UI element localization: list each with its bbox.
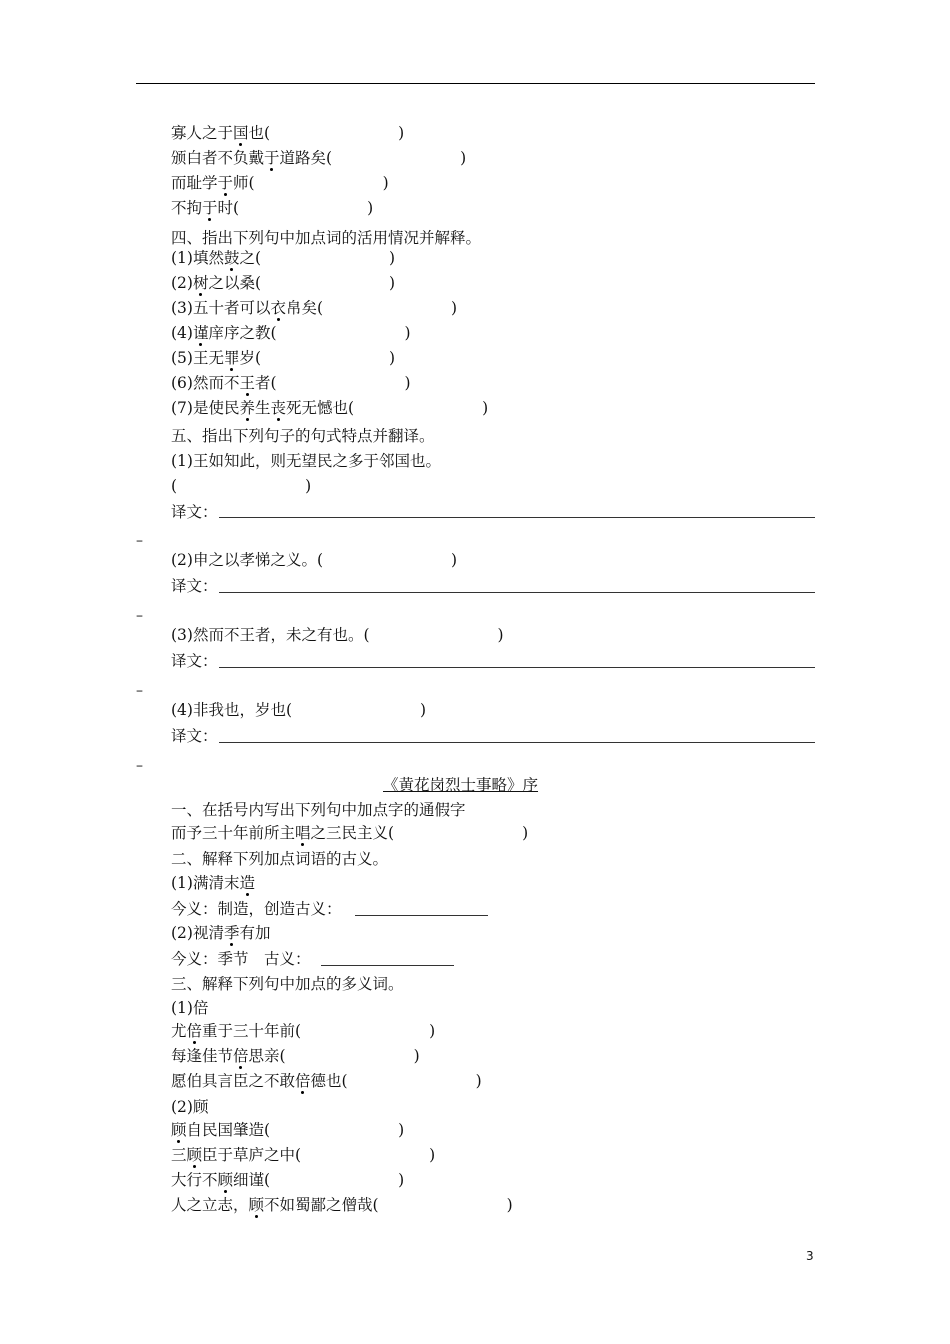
exercise-line: (4)非我也，岁也( ) [171,701,427,719]
dotted-char: 养 [239,399,255,417]
exercise-line: 三顾臣于草庐之中( ) [171,1146,436,1164]
dotted-char: 顾 [171,1121,187,1139]
answer-line[interactable] [321,965,454,966]
exercise-line: 今义：制造，创造古义： [171,900,342,918]
answer-line[interactable] [219,742,815,743]
answer-line[interactable] [219,667,815,668]
translation-label: 译文： [171,577,218,595]
dotted-char: 鼓 [223,249,240,267]
exercise-line: (7)是使民养生丧死无憾也( ) [171,399,489,417]
exercise-line: 每逢佳节倍思亲( ) [171,1047,420,1065]
dotted-char: 倍 [186,1022,203,1040]
answer-line[interactable] [219,517,815,518]
margin-dash: – [136,758,143,774]
dotted-char: 唱 [295,824,311,842]
margin-dash: – [136,683,143,699]
exercise-line: 尤倍重于三十年前( ) [171,1022,436,1040]
exercise-line: (2)申之以孝悌之义。( ) [171,551,458,569]
answer-line[interactable] [355,915,488,916]
exercise-line: 人之立志，顾不如蜀鄙之僧哉( ) [171,1196,513,1214]
translation-label: 译文： [171,727,218,745]
article-title: 《黄花岗烈士事略》序 [383,776,539,794]
exercise-line: 顾自民国肇造( ) [171,1121,405,1139]
exercise-line: ( ) [171,477,312,495]
dotted-char: 造 [239,874,255,892]
section-heading: 三、解释下列句中加点的多义词。 [171,975,404,993]
dotted-char: 衣 [270,299,286,317]
exercise-line: (1)填然鼓之( ) [171,249,396,267]
dotted-char: 顾 [217,1171,234,1189]
exercise-line: (3)然而不王者，未之有也。( ) [171,626,504,644]
exercise-line: 寡人之于国也( ) [171,124,405,142]
exercise-line: (1)王如知此，则无望民之多于邻国也。 [171,452,441,470]
dotted-char: 倍 [295,1072,311,1090]
exercise-line: 大行不顾细谨( ) [171,1171,405,1189]
dotted-char: 于 [217,174,234,192]
exercise-line: (3)五十者可以衣帛矣( ) [171,299,458,317]
dotted-char: 国 [233,124,249,142]
exercise-line: (2)顾 [171,1098,209,1116]
page-number: 3 [806,1249,814,1263]
dotted-char: 罪 [223,349,240,367]
dotted-char: 于 [264,149,280,167]
margin-dash: – [136,533,143,549]
dotted-char: 顾 [186,1146,203,1164]
answer-line[interactable] [219,592,815,593]
dotted-char: 倍 [233,1047,249,1065]
dotted-char: 季 [223,924,240,942]
header-rule [136,83,815,84]
dotted-char: 王 [239,374,255,392]
exercise-line: (5)王无罪岁( ) [171,349,396,367]
exercise-line: 而予三十年前所主唱之三民主义( ) [171,824,529,842]
exercise-line: (6)然而不王者( ) [171,374,411,392]
translation-label: 译文： [171,503,218,521]
dotted-char: 谨 [192,324,209,342]
exercise-line: (1)倍 [171,999,209,1017]
dotted-char: 顾 [248,1196,265,1214]
dotted-char: 于 [202,199,218,217]
section-heading: 四、指出下列句中加点词的活用情况并解释。 [171,229,482,247]
exercise-line: 颁白者不负戴于道路矣( ) [171,149,467,167]
exercise-line: 而耻学于师( ) [171,174,389,192]
section-heading: 二、解释下列加点词语的古义。 [171,850,389,868]
margin-dash: – [136,608,143,624]
translation-label: 译文： [171,652,218,670]
exercise-line: 不拘于时( ) [171,199,374,217]
exercise-line: (4)谨庠序之教( ) [171,324,411,342]
exercise-line: (2)树之以桑( ) [171,274,396,292]
exercise-line: (2)视清季有加 [171,924,271,942]
section-heading: 一、在括号内写出下列句中加点字的通假字 [171,801,466,819]
exercise-line: 愿伯具言臣之不敢倍德也( ) [171,1072,482,1090]
exercise-line: (1)满清末造 [171,874,255,892]
exercise-line: 今义：季节 古义： [171,950,311,968]
dotted-char: 树 [192,274,209,292]
section-heading: 五、指出下列句子的句式特点并翻译。 [171,427,435,445]
dotted-char: 丧 [270,399,287,417]
